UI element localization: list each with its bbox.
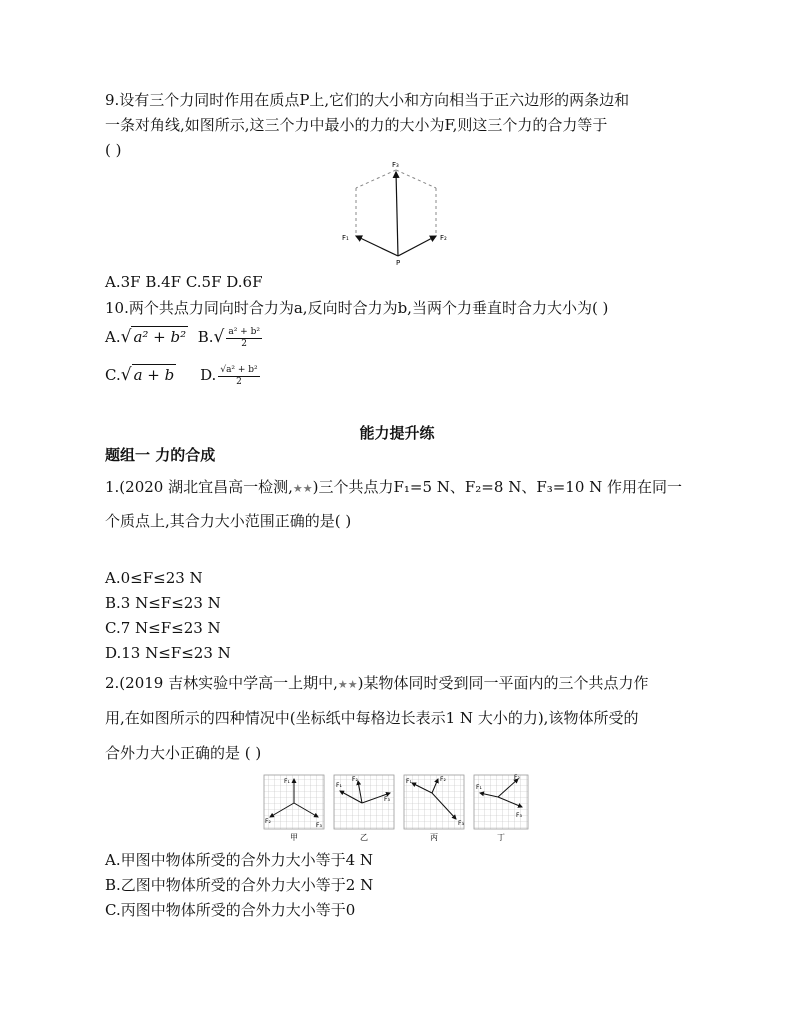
q1-option-b: B.3 N≤F≤23 N — [105, 594, 221, 612]
q10-option-b-label: B. — [197, 328, 214, 346]
section-title: 能力提升练 — [359, 424, 435, 442]
svg-text:F₂: F₂ — [352, 776, 358, 783]
q10-option-d-den: 2 — [236, 376, 242, 387]
q1-stem-line2: 个质点上,其合力大小范围正确的是( ) — [105, 512, 352, 530]
svg-text:F₂: F₂ — [265, 818, 271, 825]
q9-stem-line2: 一条对角线,如图所示,这三个力中最小的力的大小为F,则这三个力的合力等于 — [105, 116, 608, 134]
q1-stem-line1 — [105, 477, 682, 499]
svg-text:F₃: F₃ — [384, 796, 390, 803]
q2-stem-line3: 合外力大小正确的是 ( ) — [105, 744, 262, 762]
hexagon-force-figure — [340, 158, 460, 268]
q10-option-a-expr: a² + b² — [133, 328, 187, 346]
force-grid-figures — [262, 773, 532, 843]
svg-text:F₁: F₁ — [284, 778, 290, 785]
panel-label-ding: 丁 — [497, 833, 505, 842]
q10-option-b-num: a² + b² — [228, 326, 260, 337]
svg-text:F₁: F₁ — [476, 784, 482, 791]
q2-stem-line1 — [105, 673, 648, 695]
q2-option-b: B.乙图中物体所受的合外力大小等于2 N — [105, 876, 374, 894]
label-f1: F₁ — [342, 234, 349, 242]
q2-stem-line2: 用,在如图所示的四种情况中(坐标纸中每格边长表示1 N 大小的力),该物体所受的 — [105, 709, 639, 727]
q9-stem-line1: 9.设有三个力同时作用在质点P上,它们的大小和方向相当于正六边形的两条边和 — [105, 91, 630, 109]
q10-option-c-expr: a + b — [133, 366, 175, 384]
svg-text:F₁: F₁ — [336, 782, 342, 789]
group-title: 题组一 力的合成 — [105, 446, 216, 464]
q9-stem-line3: ( ) — [105, 141, 122, 159]
panel-label-yi: 乙 — [360, 833, 368, 842]
q10-options-cd: C.√ a + b D. $\frac{\text{√a² + b²}}{2}$ — [105, 364, 258, 387]
force-f3-arrow — [396, 172, 398, 256]
panel-label-bing: 丙 — [430, 833, 438, 842]
svg-text:F₃: F₃ — [516, 812, 522, 819]
svg-text:F₂: F₂ — [440, 776, 446, 783]
q10-option-b-den: 2 — [241, 338, 247, 349]
svg-text:F₃: F₃ — [458, 820, 464, 827]
q2-option-a: A.甲图中物体所受的合外力大小等于4 N — [105, 851, 374, 869]
label-f3: F₃ — [392, 161, 399, 169]
q2-stem-text: )某物体同时受到同一平面内的三个共点力作 — [357, 674, 649, 692]
q10-option-b-frac — [226, 327, 262, 350]
q9-options: A.3F B.4F C.5F D.6F — [105, 273, 263, 291]
svg-text:F₃: F₃ — [316, 822, 322, 829]
panel-yi-grid — [334, 775, 394, 829]
q2-source: 2.(2019 吉林实验中学高一上期中, — [105, 674, 338, 692]
q1-option-c: C.7 N≤F≤23 N — [105, 619, 221, 637]
q1-stem-text: )三个共点力F₁=5 N、F₂=8 N、F₃=10 N 作用在同一 — [312, 478, 683, 496]
q1-option-a: A.0≤F≤23 N — [105, 569, 203, 587]
q10-option-d-label: D. — [200, 366, 217, 384]
difficulty-stars-icon: ★★ — [337, 678, 358, 691]
q1-option-d: D.13 N≤F≤23 N — [105, 644, 231, 662]
svg-text:F₁: F₁ — [406, 778, 412, 785]
panel-jia-grid — [264, 775, 324, 829]
q10-option-d-num: √a² + b² — [220, 364, 258, 375]
panel-ding-grid — [474, 774, 528, 829]
force-f1-arrow — [356, 236, 398, 256]
q10-option-a-label: A. — [105, 328, 121, 346]
panel-label-jia: 甲 — [290, 833, 298, 842]
q2-option-c: C.丙图中物体所受的合外力大小等于0 — [105, 901, 356, 919]
difficulty-stars-icon: ★★ — [292, 482, 313, 495]
label-f2: F₂ — [440, 234, 447, 242]
q10-option-d-frac — [218, 365, 259, 388]
q1-source: 1.(2020 湖北宜昌高一检测, — [105, 478, 293, 496]
q10-options-ab: A.√ a² + b² B.√ $\frac{\text{a² + b²}}{2}$ — [105, 326, 260, 349]
q10-stem: 10.两个共点力同向时合力为a,反向时合力为b,当两个力垂直时合力大小为( ) — [105, 299, 609, 317]
label-p: P — [396, 259, 401, 267]
svg-text:F₂: F₂ — [514, 774, 520, 781]
force-f2-arrow — [398, 236, 436, 256]
panel-bing-grid — [404, 775, 464, 829]
q10-option-c-label: C. — [105, 366, 121, 384]
